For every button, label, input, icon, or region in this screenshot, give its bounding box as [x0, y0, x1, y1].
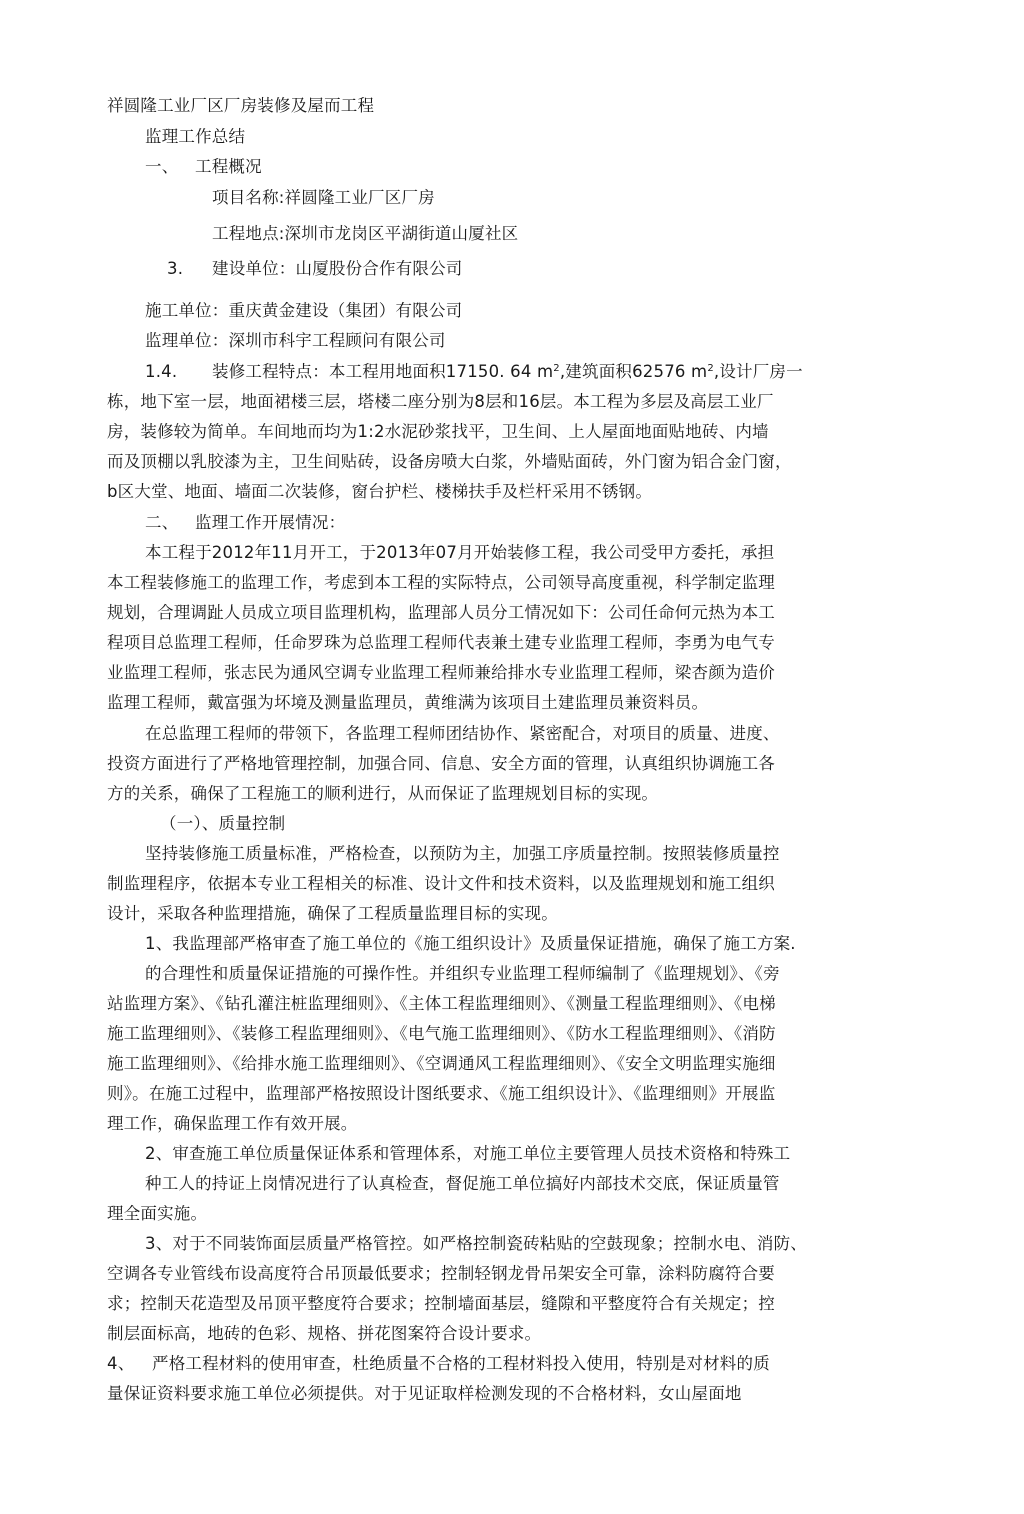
item-1-line: 1、我监理部严格审查了施工单位的《施工组织设计》及质量保证措施，确保了施工方案.	[145, 934, 796, 953]
features-text-part-2: ,建筑面积62576 m	[559, 362, 708, 381]
section-2-number: 二、	[145, 513, 179, 532]
features-text-part-3: ,设计厂房一	[713, 362, 803, 381]
doc-subtitle: 监理工作总结	[145, 127, 246, 146]
section-2-heading: 监理工作开展情况：	[195, 513, 346, 532]
features-line: b区大堂、地面、墙面二次装修，窗台护栏、楼梯扶手及栏杆采用不锈钢。	[107, 482, 653, 501]
section-1-number: 一、	[145, 157, 179, 176]
owner-unit: 建设单位：山厦股份合作有限公司	[212, 259, 463, 278]
item-1-line: 的合理性和质量保证措施的可操作性。并组织专业监理工程师编制了《监理规划》、《旁	[145, 964, 780, 983]
subsection-quality-heading: （一）、质量控制	[160, 814, 286, 833]
item-4-number: 4、	[107, 1354, 135, 1373]
features-line: 而及顶棚以乳胶漆为主，卫生间贴砖，设备房喷大白浆，外墙贴面砖，外门窗为铝合金门窗，	[107, 452, 792, 471]
item-3-line: 3、对于不同装饰面层质量严格管控。如严格控制瓷砖粘贴的空鼓现象；控制水电、消防、	[145, 1234, 807, 1253]
quality-para-line: 制监理程序，依据本专业工程相关的标准、设计文件和技术资料，以及监理规划和施工组织	[107, 874, 775, 893]
features-text-part-1: 装修工程特点：本工程用地面积17150. 64 m	[212, 362, 554, 381]
item-1-line: 则》。在施工过程中，监理部严格按照设计图纸要求、《施工组织设计》、《监理细则》开展监	[107, 1084, 776, 1103]
s2-para1-line: 监理工程师，戴富强为坏境及测量监理员，黄维满为该项目土建监理员兼资料员。	[107, 693, 709, 712]
s2-para1-line: 业监理工程师，张志民为通风空调专业监理工程师兼给排水专业监理工程师，梁杏颜为造价	[107, 663, 775, 682]
s2-para2-line: 在总监理工程师的带领下，各监理工程师团结协作、紧密配合，对项目的质量、进度、	[145, 724, 780, 743]
item-4-first-line: 严格工程材料的使用审查，杜绝质量不合格的工程材料投入使用，特别是对材料的质	[152, 1354, 770, 1373]
s2-para2-line: 方的关系，确保了工程施工的顺利进行，从而保证了监理规划目标的实现。	[107, 784, 659, 803]
s2-para1-line: 程项目总监理工程师，任命罗珠为总监理工程师代表兼土建专业监理工程师，李勇为电气专	[107, 633, 775, 652]
quality-para-line: 设计，采取各种监理措施，确保了工程质量监理目标的实现。	[107, 904, 558, 923]
item-3-line: 求；控制天花造型及吊顶平整度符合要求；控制墙面基层，缝隙和平整度符合有关规定；控	[107, 1294, 775, 1313]
item-4-line: 量保证资料要求施工单位必须提供。对于见证取样检测发现的不合格材料，女山屋面地	[107, 1384, 742, 1403]
features-line: 房，装修较为简单。车间地而均为1:2水泥砂浆找平，卫生间、上人屋面地面贴地砖、内墙	[107, 422, 769, 441]
contractor-unit: 施工单位：重庆黄金建设（集团）有限公司	[145, 301, 463, 320]
s2-para1-line: 规划，合理调趾人员成立项目监理机构，监理部人员分工情况如下：公司任命何元热为本工	[107, 603, 775, 622]
features-superscript-1: 2	[553, 363, 560, 374]
features-superscript-2: 2	[707, 363, 714, 374]
item-3-line: 制层面标高，地砖的色彩、规格、拼花图案符合设计要求。	[107, 1324, 542, 1343]
doc-title: 祥圆隆工业厂区厂房装修及屋而工程	[107, 96, 375, 115]
item-1-line: 站监理方案》、《钻孔灌注桩监理细则》、《主体工程监理细则》、《测量工程监理细则》、《电梯	[107, 994, 776, 1013]
project-location: 工程地点:深圳市龙岗区平湖街道山厦社区	[212, 224, 519, 243]
item-3-line: 空调各专业管线布设高度符合吊顶最低要求；控制轻钢龙骨吊架安全可靠，涂料防腐符合要	[107, 1264, 775, 1283]
features-number: 1.4.	[145, 362, 178, 381]
item-1-line: 理工作，确保监理工作有效开展。	[107, 1114, 358, 1133]
item-1-line: 施工监理细则》、《给排水施工监理细则》、《空调通风工程监理细则》、《安全文明监理实施细	[107, 1054, 776, 1073]
s2-para1-line: 本工程装修施工的监理工作，考虑到本工程的实际特点，公司领导高度重视，科学制定监理	[107, 573, 775, 592]
item-2-line: 2、审查施工单位质量保证体系和管理体系，对施工单位主要管理人员技术资格和特殊工	[145, 1144, 791, 1163]
item-2-line: 理全面实施。	[107, 1204, 208, 1223]
item-2-line: 种工人的持证上岗情况进行了认真检查，督促施工单位搞好内部技术交底，保证质量管	[145, 1174, 780, 1193]
item-1-line: 施工监理细则》、《装修工程监理细则》、《电气施工监理细则》、《防水工程监理细则》、《消防	[107, 1024, 776, 1043]
s2-para2-line: 投资方面进行了严格地管理控制，加强合同、信息、安全方面的管理，认真组织协调施工各	[107, 754, 775, 773]
features-first-line	[212, 362, 803, 382]
features-line: 栋，地下室一层，地面裙楼三层，塔楼二座分别为8层和16层。本工程为多层及高层工业厂	[107, 392, 774, 411]
section-1-heading: 工程概况	[195, 157, 262, 176]
owner-number: 3.	[167, 259, 184, 278]
quality-para-line: 坚持装修施工质量标准，严格检查，以预防为主，加强工序质量控制。按照装修质量控	[145, 844, 780, 863]
project-name: 项目名称:祥圆隆工业厂区厂房	[212, 188, 435, 207]
supervisor-unit: 监理单位：深圳市科宇工程顾问有限公司	[145, 331, 446, 350]
s2-para1-line: 本工程于2012年11月开工，于2013年07月开始装修工程，我公司受甲方委托，承担	[145, 543, 775, 562]
